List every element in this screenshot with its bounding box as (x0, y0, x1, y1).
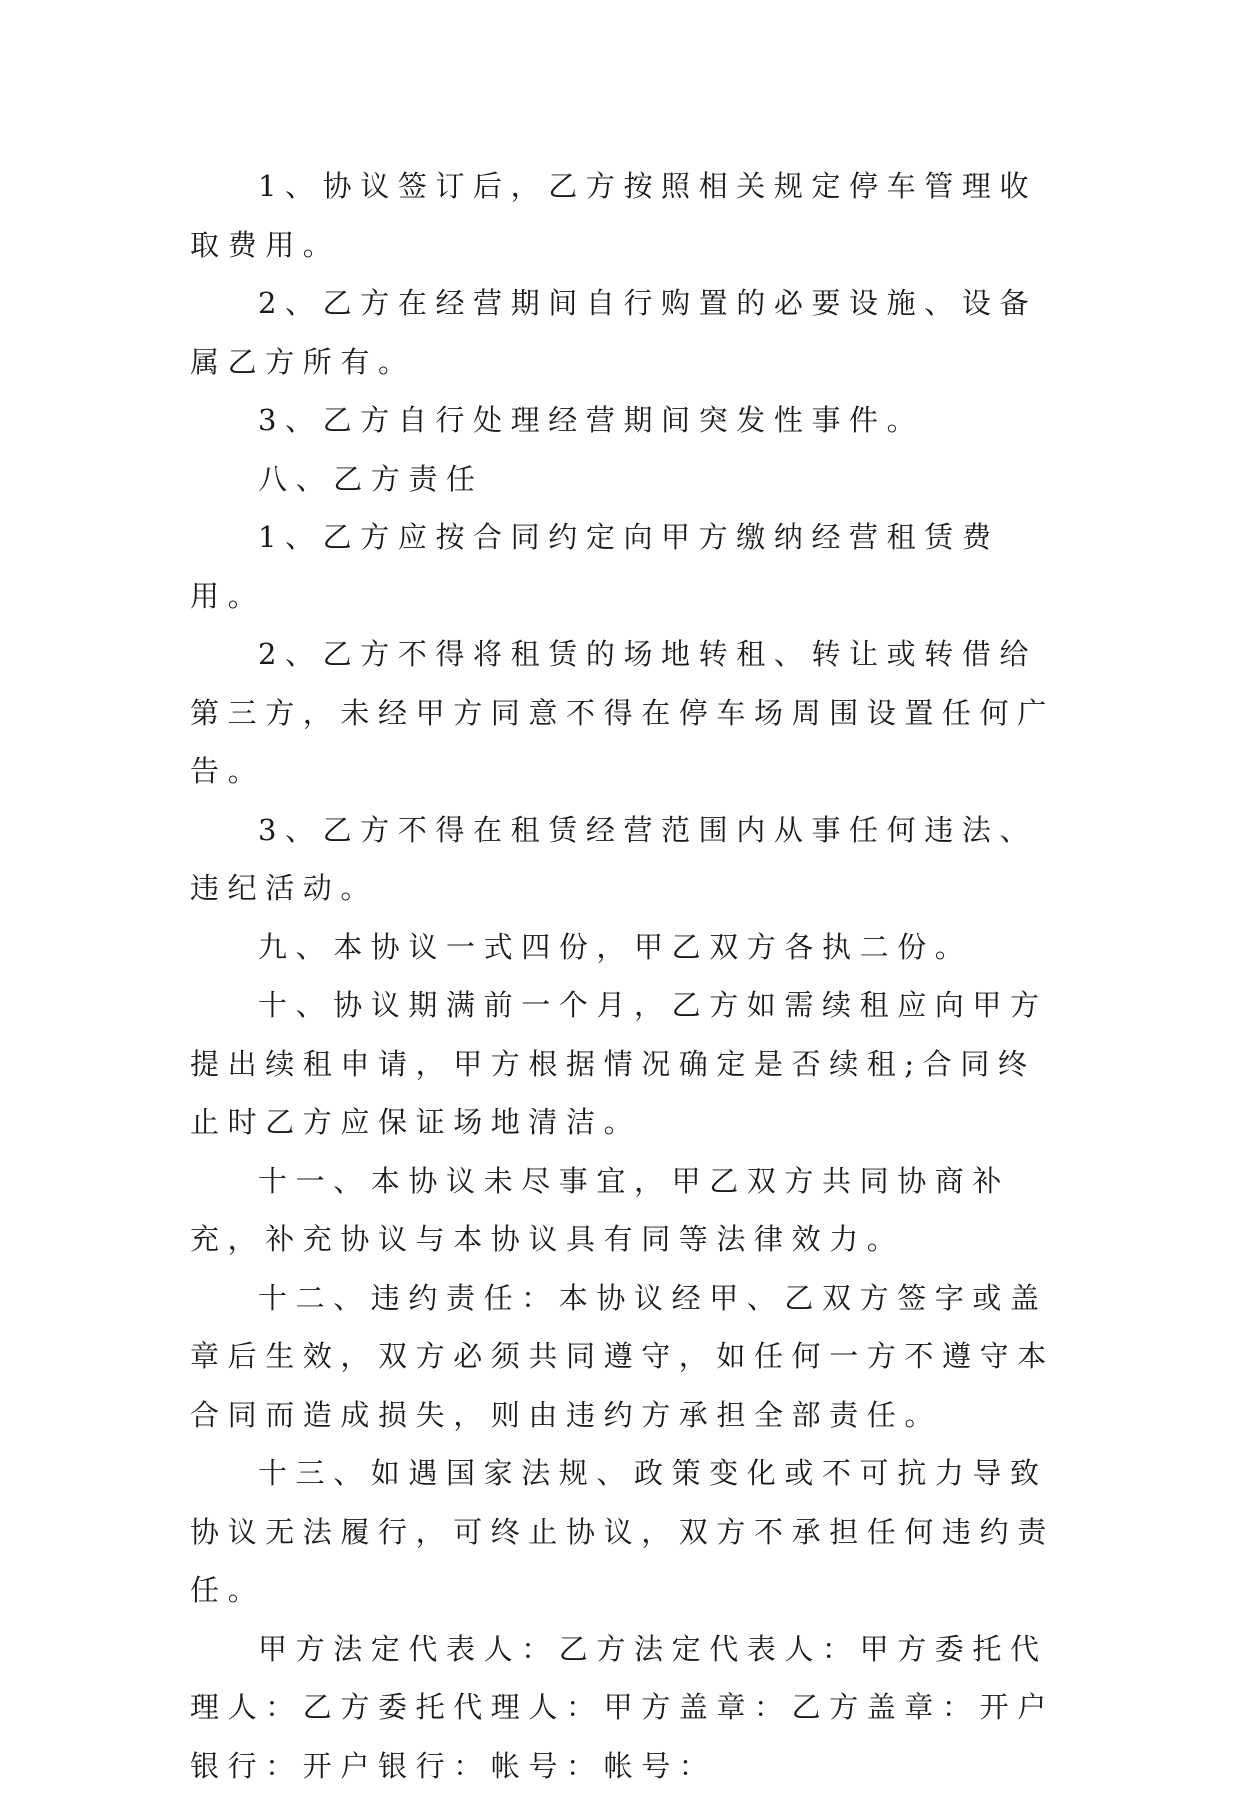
clause-paragraph: 十一、本协议未尽事宜，甲乙双方共同协商补充，补充协议与本协议具有同等法律效力。 (190, 1152, 1060, 1269)
clause-paragraph: 1、协议签订后，乙方按照相关规定停车管理收取费用。 (190, 157, 1060, 274)
signature-block: 甲方法定代表人：乙方法定代表人：甲方委托代理人：乙方委托代理人：甲方盖章：乙方盖章：开户银行：开户银行：帐号：帐号： (190, 1620, 1060, 1795)
clause-paragraph: 十三、如遇国家法规、政策变化或不可抗力导致协议无法履行，可终止协议，双方不承担任何违约责任。 (190, 1444, 1060, 1620)
clause-paragraph: 九、本协议一式四份，甲乙双方各执二份。 (190, 918, 1060, 977)
clause-paragraph: 3、乙方自行处理经营期间突发性事件。 (190, 391, 1060, 450)
clause-paragraph: 2、乙方在经营期间自行购置的必要设施、设备属乙方所有。 (190, 274, 1060, 391)
clause-paragraph: 2、乙方不得将租赁的场地转租、转让或转借给第三方，未经甲方同意不得在停车场周围设置任何广告。 (190, 625, 1060, 801)
clause-paragraph: 1、乙方应按合同约定向甲方缴纳经营租赁费用。 (190, 508, 1060, 625)
clause-paragraph: 3、乙方不得在租赁经营范围内从事任何违法、违纪活动。 (190, 801, 1060, 918)
document-body (190, 157, 1060, 1795)
clause-paragraph: 十二、违约责任：本协议经甲、乙双方签字或盖章后生效，双方必须共同遵守，如任何一方不遵守本合同而造成损失，则由违约方承担全部责任。 (190, 1269, 1060, 1445)
section-heading: 八、乙方责任 (190, 450, 1060, 509)
clause-paragraph: 十、协议期满前一个月，乙方如需续租应向甲方提出续租申请，甲方根据情况确定是否续租;合同终止时乙方应保证场地清洁。 (190, 976, 1060, 1152)
